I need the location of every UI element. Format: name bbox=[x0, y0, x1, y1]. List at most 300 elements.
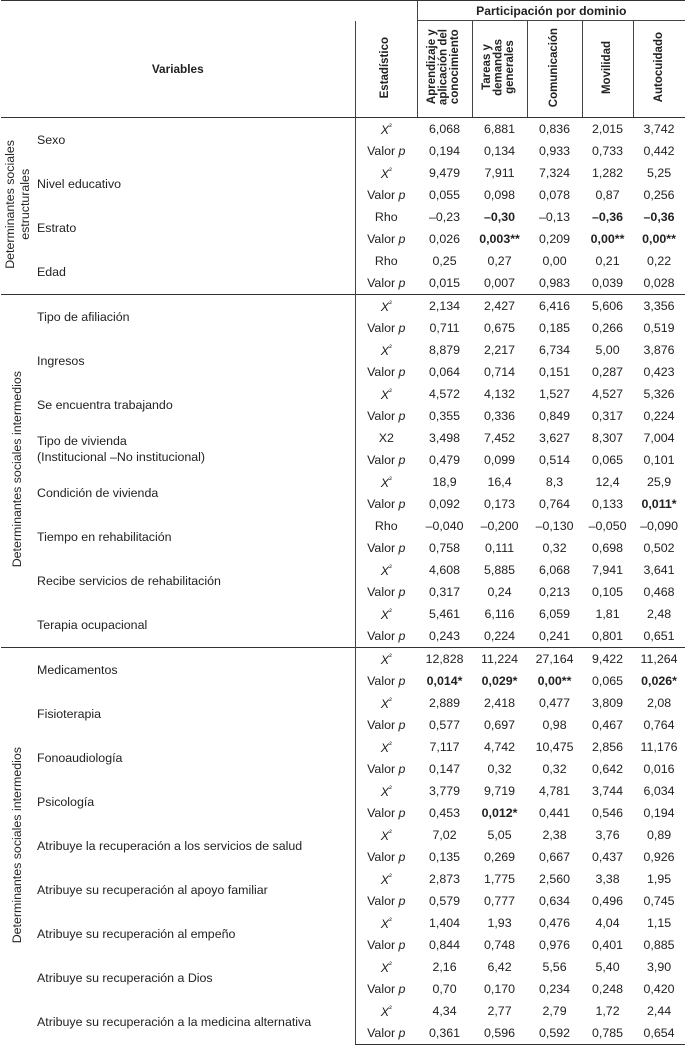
value-cell: 11,176 bbox=[640, 740, 678, 754]
table-row bbox=[1, 206, 685, 228]
value-cell: 0,092 bbox=[429, 497, 461, 511]
variable-name bbox=[34, 603, 355, 648]
value-cell: 0,185 bbox=[539, 321, 571, 335]
value-cell: 11,224 bbox=[472, 648, 527, 671]
variable-name bbox=[34, 559, 355, 603]
value-cell: 6,059 bbox=[539, 607, 571, 621]
statistic-cell bbox=[355, 118, 417, 141]
statistic-label: Valor p bbox=[367, 276, 406, 290]
value-cell: 2,015 bbox=[582, 118, 633, 141]
statistic-cell bbox=[355, 692, 417, 714]
statistic-cell bbox=[355, 184, 417, 206]
value-cell: –0,13 bbox=[539, 210, 571, 224]
value-cell: 9,422 bbox=[582, 648, 633, 671]
statistic-label: Valor p bbox=[367, 409, 406, 423]
value-cell: 5,00 bbox=[595, 343, 620, 357]
value-cell: 6,734 bbox=[539, 343, 571, 357]
value-cell: 0,173 bbox=[484, 497, 516, 511]
variable-name-line: Ingresos bbox=[37, 354, 85, 368]
value-cell: 0,745 bbox=[643, 894, 675, 908]
variable-name-line: Atribuye su recuperación a la medicina alternativa bbox=[37, 1015, 312, 1030]
value-cell: 3,627 bbox=[539, 431, 571, 445]
value-cell: 3,779 bbox=[429, 784, 461, 798]
value-cell: 5,56 bbox=[542, 960, 567, 974]
value-cell: 0,453 bbox=[429, 806, 461, 820]
value-cell: 4,781 bbox=[539, 784, 571, 798]
value-cell: 0,099 bbox=[484, 453, 516, 467]
table-row bbox=[1, 824, 685, 846]
value-cell: 2,08 bbox=[646, 696, 672, 710]
statistic-cell bbox=[355, 736, 417, 758]
value-cell: 3,38 bbox=[595, 872, 620, 886]
variable-name bbox=[34, 427, 355, 471]
table-row bbox=[1, 427, 685, 449]
value-cell: 7,452 bbox=[484, 431, 516, 445]
variable-name bbox=[34, 295, 355, 340]
value-cell: 0,98 bbox=[542, 718, 567, 732]
variables-heading: Variables bbox=[1, 21, 355, 118]
value-cell: 12,4 bbox=[595, 475, 620, 489]
statistic-label: $X^{^2}$ bbox=[380, 165, 392, 181]
value-cell: 0,064 bbox=[429, 365, 461, 379]
value-cell: 0,241 bbox=[539, 629, 571, 643]
value-cell: 0,21 bbox=[595, 254, 620, 268]
table-row bbox=[1, 868, 685, 890]
value-cell: 0,976 bbox=[539, 938, 571, 952]
statistic-label: $X^{^2}$ bbox=[380, 783, 392, 799]
results-table bbox=[1, 0, 685, 1045]
statistic-cell bbox=[355, 912, 417, 934]
value-cell: 0,147 bbox=[429, 762, 461, 776]
statistic-cell bbox=[355, 162, 417, 184]
statistic-label: $X^{^2}$ bbox=[380, 695, 392, 711]
value-cell: 0,477 bbox=[539, 696, 571, 710]
value-cell: 0,596 bbox=[472, 1022, 527, 1045]
value-cell: 0,32 bbox=[542, 762, 567, 776]
statistic-label: $X^{^2}$ bbox=[380, 386, 392, 402]
value-cell: 0,24 bbox=[487, 585, 512, 599]
value-cell: 0,194 bbox=[643, 806, 675, 820]
value-cell: 7,117 bbox=[429, 740, 460, 754]
value-cell: 0,32 bbox=[487, 762, 512, 776]
value-cell: 1,282 bbox=[592, 166, 624, 180]
statistic-cell: Rho bbox=[355, 515, 417, 537]
variable-name bbox=[34, 162, 355, 206]
value-cell: 0,287 bbox=[592, 365, 624, 379]
statistic-cell bbox=[355, 559, 417, 581]
statistic-label: Valor p bbox=[367, 232, 406, 246]
value-cell: 0,642 bbox=[592, 762, 624, 776]
value-cell: 0,055 bbox=[429, 188, 461, 202]
value-cell: 0,836 bbox=[527, 118, 582, 141]
value-cell: 0,00** bbox=[590, 232, 625, 246]
value-cell: 0,711 bbox=[429, 321, 460, 335]
variable-name-line: Fisioterapia bbox=[37, 707, 102, 721]
variable-name bbox=[34, 912, 355, 956]
statistic-cell bbox=[355, 603, 417, 625]
statistic-cell bbox=[355, 625, 417, 648]
statistic-label: Valor p bbox=[367, 629, 406, 643]
statistic-label: Valor p bbox=[367, 938, 406, 952]
variable-name-line: Tipo de afiliación bbox=[37, 310, 130, 324]
domain-learning-line: Aprendizaje y bbox=[426, 30, 439, 105]
value-cell: 6,116 bbox=[484, 607, 515, 621]
variable-name bbox=[34, 515, 355, 559]
value-cell: 0,423 bbox=[643, 365, 675, 379]
value-cell: 0,234 bbox=[539, 982, 571, 996]
value-cell: 0,243 bbox=[429, 629, 461, 643]
value-cell: 0,479 bbox=[429, 453, 461, 467]
value-cell: 4,34 bbox=[432, 1004, 457, 1018]
value-cell: 1,93 bbox=[487, 916, 512, 930]
variable-name-line: Fonoaudiología bbox=[37, 751, 123, 765]
table-row bbox=[1, 603, 685, 625]
value-cell: 6,068 bbox=[539, 563, 571, 577]
value-cell: 0,065 bbox=[592, 674, 624, 688]
value-cell: 1,81 bbox=[595, 607, 620, 621]
value-cell: 0,420 bbox=[643, 982, 675, 996]
statistic-cell bbox=[355, 934, 417, 956]
statistic-cell bbox=[355, 361, 417, 383]
value-cell: 12,828 bbox=[417, 648, 472, 671]
variable-name-line: Atribuye su recuperación al apoyo familiar bbox=[37, 883, 268, 897]
statistic-cell: Rho bbox=[355, 206, 417, 228]
statistic-label: $X^{^2}$ bbox=[380, 121, 392, 137]
value-cell: 2,79 bbox=[542, 1004, 567, 1018]
value-cell: 5,606 bbox=[582, 295, 633, 318]
value-cell: 0,654 bbox=[633, 1022, 685, 1045]
value-cell: 0,317 bbox=[429, 585, 461, 599]
value-cell: 0,016 bbox=[643, 762, 675, 776]
statistic-cell bbox=[355, 295, 417, 318]
value-cell: 0,00** bbox=[642, 232, 676, 246]
variable-name-line: Terapia ocupacional bbox=[37, 618, 148, 632]
variable-name bbox=[34, 206, 355, 250]
value-cell: 0,714 bbox=[484, 365, 516, 379]
statistic-cell bbox=[355, 1000, 417, 1022]
value-cell: 0,926 bbox=[643, 850, 675, 864]
table-row bbox=[1, 162, 685, 184]
value-cell: 1,15 bbox=[646, 916, 672, 930]
value-cell: 3,744 bbox=[592, 784, 624, 798]
value-cell: 0,442 bbox=[643, 144, 675, 158]
value-cell: 2,873 bbox=[429, 872, 461, 886]
domain-learning-line: aplicación del bbox=[437, 29, 450, 106]
value-cell: 4,608 bbox=[429, 563, 461, 577]
value-cell: –0,23 bbox=[429, 210, 461, 224]
value-cell: 0,361 bbox=[417, 1022, 472, 1045]
variable-name bbox=[34, 339, 355, 383]
statistic-cell bbox=[355, 978, 417, 1000]
value-cell: 5,885 bbox=[484, 563, 516, 577]
value-cell: 0,015 bbox=[429, 276, 461, 290]
value-cell: 0,101 bbox=[643, 453, 675, 467]
value-cell: 0,011* bbox=[641, 497, 677, 511]
table-row bbox=[1, 559, 685, 581]
statistic-cell bbox=[355, 846, 417, 868]
value-cell: 3,356 bbox=[633, 295, 685, 318]
value-cell: 3,90 bbox=[646, 960, 672, 974]
value-cell: –0,050 bbox=[588, 519, 627, 533]
domain-self-care-heading bbox=[633, 21, 685, 118]
domain-general-tasks-heading bbox=[472, 21, 527, 118]
variable-name bbox=[34, 780, 355, 824]
table-row bbox=[1, 1000, 685, 1022]
domain-general-tasks-line: generales bbox=[504, 40, 517, 95]
domain-learning-heading bbox=[417, 21, 472, 118]
value-cell: 0,170 bbox=[484, 982, 516, 996]
value-cell: 0,209 bbox=[539, 232, 571, 246]
variable-name-line: Tiempo en rehabilitación bbox=[37, 530, 172, 544]
value-cell: 0,224 bbox=[484, 629, 516, 643]
variable-name-line: Estrato bbox=[37, 221, 77, 235]
value-cell: –0,36 bbox=[592, 210, 624, 224]
value-cell: 5,326 bbox=[643, 387, 675, 401]
value-cell: 6,42 bbox=[487, 960, 512, 974]
value-cell: 0,785 bbox=[582, 1022, 633, 1045]
variable-name bbox=[34, 648, 355, 693]
value-cell: 2,560 bbox=[539, 872, 571, 886]
value-cell: 7,004 bbox=[643, 431, 675, 445]
value-cell: 0,983 bbox=[539, 276, 571, 290]
statistic-label: Valor p bbox=[367, 1026, 406, 1040]
value-cell: 4,132 bbox=[484, 387, 516, 401]
value-cell: 0,885 bbox=[643, 938, 675, 952]
statistic-label: Valor p bbox=[367, 982, 406, 996]
statistic-label: Valor p bbox=[367, 321, 406, 335]
value-cell: 5,05 bbox=[487, 828, 512, 842]
value-cell: 0,00** bbox=[537, 674, 572, 688]
value-cell: 8,879 bbox=[429, 343, 461, 357]
value-cell: 2,38 bbox=[542, 828, 567, 842]
statistic-label: Valor p bbox=[367, 144, 406, 158]
statistic-cell bbox=[355, 140, 417, 162]
statistic-cell bbox=[355, 802, 417, 824]
value-cell: 0,476 bbox=[539, 916, 571, 930]
statistic-label: $X^{^2}$ bbox=[380, 959, 392, 975]
value-cell: –0,30 bbox=[484, 210, 516, 224]
value-cell: 0,134 bbox=[484, 144, 516, 158]
statistic-cell bbox=[355, 272, 417, 295]
value-cell: 0,078 bbox=[539, 188, 571, 202]
value-cell: 0,764 bbox=[539, 497, 571, 511]
domain-mobility-heading bbox=[582, 21, 633, 118]
statistic-cell bbox=[355, 824, 417, 846]
statistic-label: $X^{^2}$ bbox=[380, 871, 392, 887]
statistic-cell bbox=[355, 1022, 417, 1045]
statistic-cell bbox=[355, 405, 417, 427]
statistic-heading-label: Estadístico bbox=[379, 36, 392, 98]
value-cell: 4,527 bbox=[592, 387, 624, 401]
value-cell: 0,248 bbox=[592, 982, 624, 996]
statistic-label: Valor p bbox=[367, 850, 406, 864]
value-cell: 0,592 bbox=[527, 1022, 582, 1045]
value-cell: –0,090 bbox=[640, 519, 678, 533]
value-cell: 0,89 bbox=[646, 828, 672, 842]
statistic-heading bbox=[355, 21, 417, 118]
value-cell: 0,933 bbox=[539, 144, 571, 158]
variable-name-line: Edad bbox=[37, 265, 66, 279]
domain-communication-line: Comunicación bbox=[547, 27, 560, 108]
value-cell: 0,026 bbox=[429, 232, 461, 246]
statistic-cell bbox=[355, 890, 417, 912]
value-cell: 0,698 bbox=[592, 541, 624, 555]
variable-name bbox=[34, 868, 355, 912]
value-cell: 0,266 bbox=[592, 321, 624, 335]
value-cell: 2,427 bbox=[472, 295, 527, 318]
value-cell: 7,02 bbox=[432, 828, 457, 842]
value-cell: 0,029* bbox=[481, 674, 518, 688]
value-cell: 1,404 bbox=[429, 916, 461, 930]
variable-name-line: (Institucional –No institucional) bbox=[37, 450, 206, 464]
group-label-line: Determinantes sociales intermedios bbox=[10, 371, 24, 568]
value-cell: 5,40 bbox=[595, 960, 620, 974]
variable-name bbox=[34, 471, 355, 515]
value-cell: 0,014* bbox=[426, 674, 463, 688]
value-cell: 2,856 bbox=[592, 740, 624, 754]
value-cell: 5,461 bbox=[429, 607, 461, 621]
variable-name-line: Sexo bbox=[37, 133, 66, 147]
value-cell: 1,95 bbox=[646, 872, 672, 886]
value-cell: 0,133 bbox=[592, 497, 624, 511]
value-cell: 0,748 bbox=[484, 938, 516, 952]
table-body bbox=[1, 118, 685, 1045]
table-row bbox=[1, 736, 685, 758]
value-cell: 0,777 bbox=[484, 894, 516, 908]
value-cell: 0,007 bbox=[484, 276, 516, 290]
header-row-top bbox=[1, 1, 685, 21]
value-cell: 7,324 bbox=[539, 166, 571, 180]
value-cell: 9,719 bbox=[484, 784, 516, 798]
value-cell: 0,065 bbox=[592, 453, 624, 467]
value-cell: –0,040 bbox=[425, 519, 464, 533]
table-row bbox=[1, 956, 685, 978]
value-cell: 0,667 bbox=[539, 850, 571, 864]
value-cell: 10,475 bbox=[535, 740, 574, 754]
value-cell: 2,48 bbox=[646, 607, 672, 621]
statistic-cell bbox=[355, 581, 417, 603]
value-cell: 0,355 bbox=[429, 409, 461, 423]
statistic-label: $X^{^2}$ bbox=[380, 827, 392, 843]
statistic-cell bbox=[355, 383, 417, 405]
value-cell: 0,012* bbox=[481, 806, 518, 820]
value-cell: 0,577 bbox=[429, 718, 461, 732]
value-cell: –0,130 bbox=[535, 519, 574, 533]
domain-title: Participación por dominio bbox=[417, 1, 685, 21]
value-cell: 27,164 bbox=[527, 648, 582, 671]
value-cell: 0,269 bbox=[484, 850, 516, 864]
statistic-label: $X^{^2}$ bbox=[380, 739, 392, 755]
statistic-label: Valor p bbox=[367, 674, 406, 688]
value-cell: 0,224 bbox=[643, 409, 675, 423]
value-cell: 1,72 bbox=[595, 1004, 620, 1018]
value-cell: 2,16 bbox=[432, 960, 457, 974]
value-cell: 2,77 bbox=[487, 1004, 512, 1018]
value-cell: 0,502 bbox=[643, 541, 675, 555]
statistic-label: Valor p bbox=[367, 894, 406, 908]
statistic-label: $X^{^2}$ bbox=[380, 474, 392, 490]
value-cell: 3,498 bbox=[429, 431, 461, 445]
value-cell: 16,4 bbox=[487, 475, 512, 489]
value-cell: 11,264 bbox=[633, 648, 685, 671]
variable-name bbox=[34, 250, 355, 295]
value-cell: 0,026* bbox=[641, 674, 677, 688]
value-cell: 0,801 bbox=[592, 629, 624, 643]
value-cell: 0,151 bbox=[539, 365, 571, 379]
statistic-cell bbox=[355, 780, 417, 802]
statistic-cell bbox=[355, 537, 417, 559]
variable-name-line: Nivel educativo bbox=[37, 177, 122, 191]
statistic-cell bbox=[355, 714, 417, 736]
value-cell: 0,844 bbox=[429, 938, 461, 952]
statistic-cell bbox=[355, 758, 417, 780]
value-cell: 0,039 bbox=[592, 276, 624, 290]
statistic-label: Valor p bbox=[367, 718, 406, 732]
domain-self-care-line: Autocuidado bbox=[652, 32, 665, 103]
statistic-label: $X^{^2}$ bbox=[380, 606, 392, 622]
statistic-cell bbox=[355, 868, 417, 890]
value-cell: 0,546 bbox=[592, 806, 624, 820]
value-cell: 0,849 bbox=[539, 409, 571, 423]
value-cell: 0,441 bbox=[539, 806, 571, 820]
statistic-label: Valor p bbox=[367, 541, 406, 555]
variable-name-line: Recibe servicios de rehabilitación bbox=[37, 574, 221, 588]
value-cell: 0,764 bbox=[643, 718, 675, 732]
value-cell: 3,809 bbox=[592, 696, 624, 710]
statistic-label: Valor p bbox=[367, 806, 406, 820]
group-label bbox=[1, 118, 34, 295]
table-row bbox=[1, 912, 685, 934]
variable-name bbox=[34, 1000, 355, 1045]
statistic-label: $X^{^2}$ bbox=[380, 562, 392, 578]
value-cell: 0,651 bbox=[643, 629, 675, 643]
group-label bbox=[1, 295, 34, 648]
table-row bbox=[1, 692, 685, 714]
statistic-cell bbox=[355, 449, 417, 471]
value-cell: 7,911 bbox=[484, 166, 515, 180]
table-row bbox=[1, 780, 685, 802]
value-cell: 18,9 bbox=[432, 475, 457, 489]
value-cell: 0,028 bbox=[643, 276, 675, 290]
value-cell: 0,437 bbox=[592, 850, 624, 864]
value-cell: 3,742 bbox=[633, 118, 685, 141]
statistic-label: $X^{^2}$ bbox=[380, 1003, 392, 1019]
value-cell: 6,034 bbox=[643, 784, 675, 798]
value-cell: 0,758 bbox=[429, 541, 461, 555]
value-cell: 0,697 bbox=[484, 718, 516, 732]
variable-name bbox=[34, 118, 355, 163]
variable-name-line: Medicamentos bbox=[37, 663, 118, 677]
table-row bbox=[1, 250, 685, 272]
group-label-line: Determinantes sociales bbox=[2, 140, 17, 269]
value-cell: 4,742 bbox=[484, 740, 516, 754]
value-cell: –0,200 bbox=[480, 519, 519, 533]
variable-name-line: Atribuye su recuperación a Dios bbox=[37, 971, 213, 985]
value-cell: 0,70 bbox=[432, 982, 457, 996]
statistic-cell bbox=[355, 648, 417, 671]
value-cell: 0,496 bbox=[592, 894, 624, 908]
value-cell: –0,36 bbox=[643, 210, 675, 224]
value-cell: 0,194 bbox=[429, 144, 461, 158]
value-cell: 0,105 bbox=[592, 585, 624, 599]
header-blank bbox=[1, 1, 417, 21]
value-cell: 0,32 bbox=[542, 541, 567, 555]
value-cell: 9,479 bbox=[429, 166, 461, 180]
variable-name bbox=[34, 383, 355, 427]
value-cell: 0,519 bbox=[643, 321, 675, 335]
value-cell: 0,336 bbox=[484, 409, 516, 423]
variable-name bbox=[34, 692, 355, 736]
